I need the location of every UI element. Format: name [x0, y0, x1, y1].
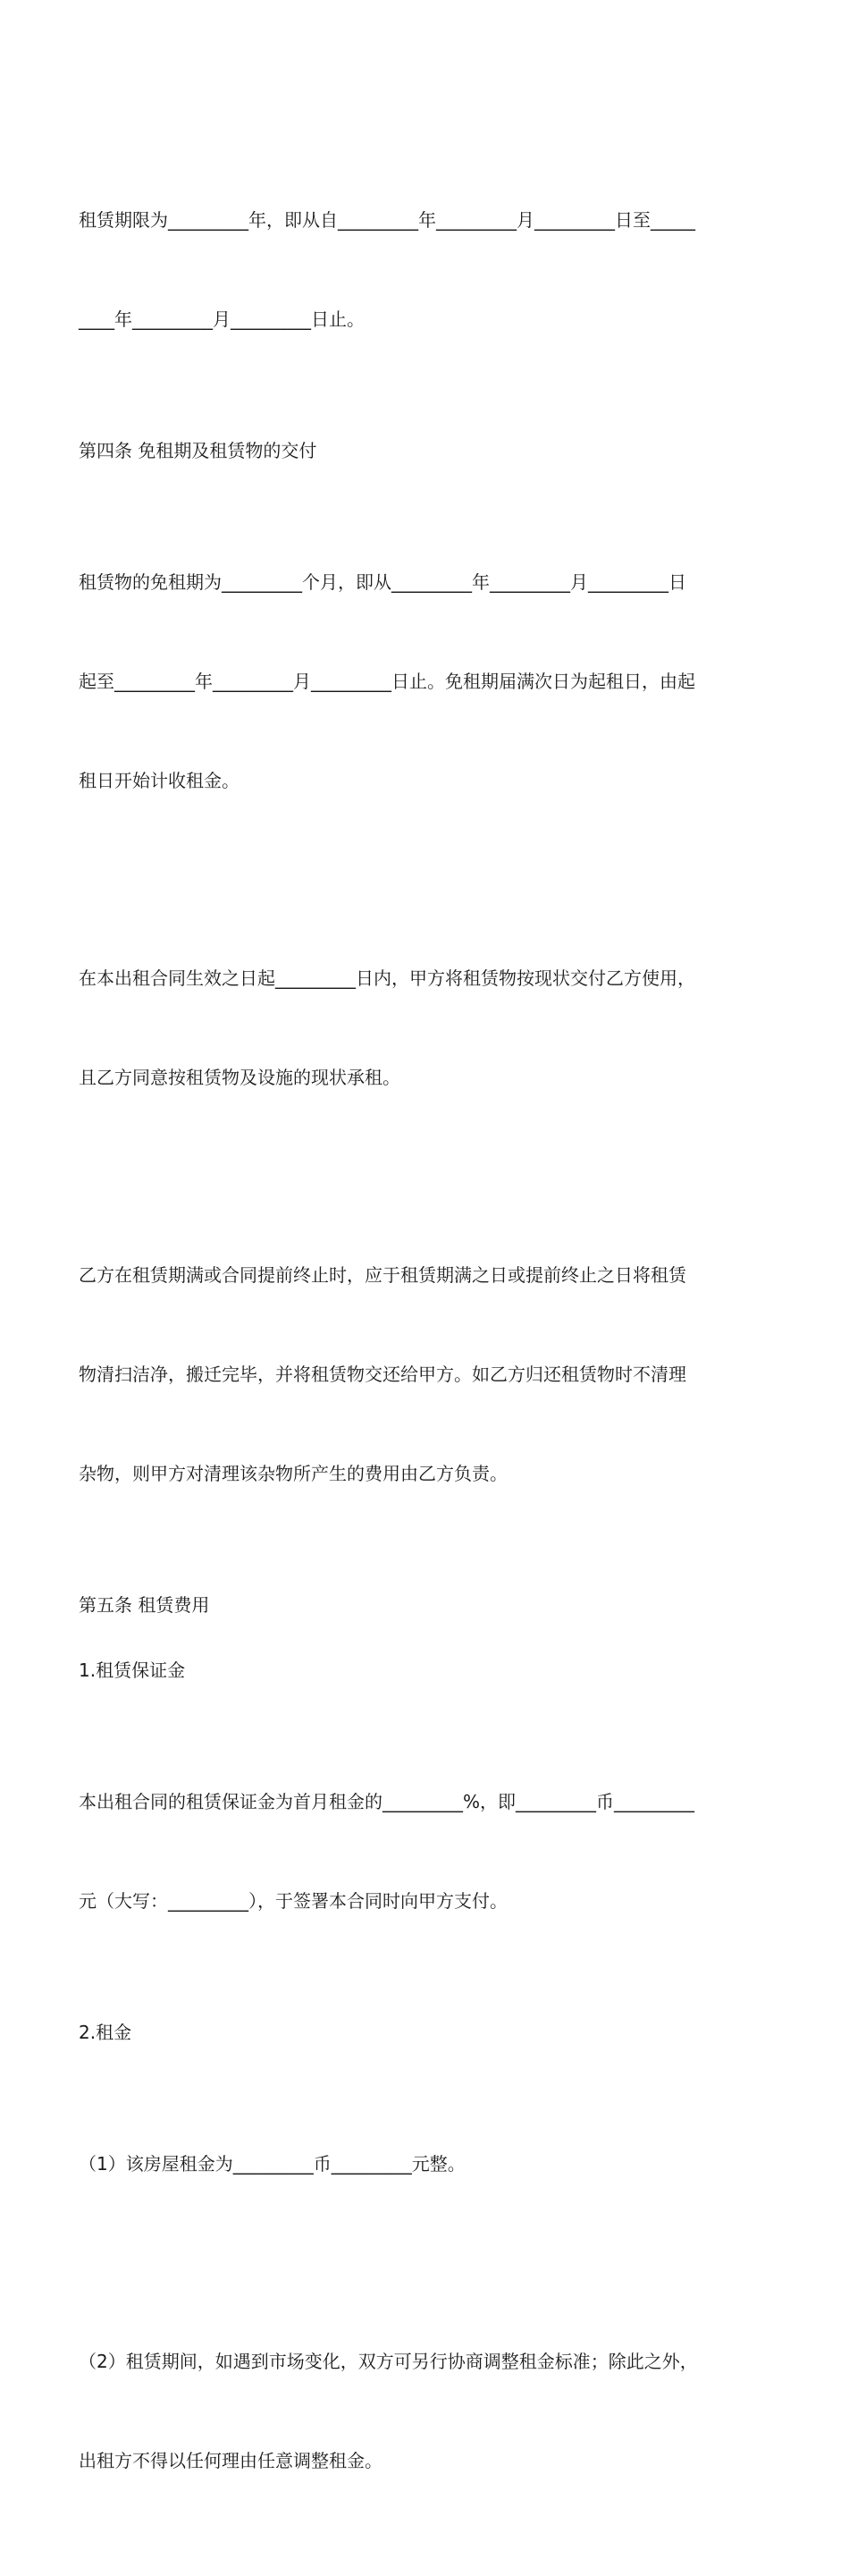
text-line: 起至_________年_________月_________日止。免租期届满次日为起租日，由起 — [79, 671, 695, 692]
text-line: 本出租合同的租赁保证金为首月租金的_________%，即_________币_________ — [79, 1791, 695, 1812]
rent-free-period-paragraph — [79, 500, 772, 864]
text-line: 租日开始计收租金。 — [79, 770, 240, 791]
text-line: 租赁期限为_________年，即从自_________年_________月_________日至_____ — [79, 209, 695, 231]
text-line: 物清扫洁净，搬迁完毕，并将租赁物交还给甲方。如乙方归还租赁物时不清理 — [79, 1364, 686, 1385]
deposit-paragraph — [79, 1719, 772, 1984]
text-line: 元（大写：_________），于签署本合同时向甲方支付。 — [79, 1890, 508, 1912]
return-paragraph — [79, 1193, 772, 1557]
document-page — [79, 138, 772, 2576]
delivery-paragraph — [79, 896, 772, 1161]
text-line: 出租方不得以任何理由任意调整租金。 — [79, 2450, 382, 2471]
article-5-heading: 第五条 租赁费用 — [79, 1594, 210, 1616]
lease-term-paragraph — [79, 138, 772, 402]
rent-subheading: 2.租金 — [79, 2022, 132, 2043]
article-4-heading: 第四条 免租期及租赁物的交付 — [79, 440, 317, 461]
text-line: 租赁物的免租期为_________个月，即从_________年_________月_________日 — [79, 571, 686, 593]
deposit-subheading: 1.租赁保证金 — [79, 1660, 186, 1681]
rent-amount-paragraph — [79, 2082, 772, 2247]
rent-adjustment-paragraph — [79, 2279, 772, 2544]
text-line: 乙方在租赁期满或合同提前终止时，应于租赁期满之日或提前终止之日将租赁 — [79, 1264, 686, 1286]
text-line: （1）该房屋租金为_________币_________元整。 — [79, 2153, 466, 2175]
text-line: ____年_________月_________日止。 — [79, 308, 365, 330]
text-line: （2）租赁期间，如遇到市场变化，双方可另行协商调整租金标准；除此之外， — [79, 2351, 698, 2372]
text-line: 且乙方同意按租赁物及设施的现状承租。 — [79, 1067, 400, 1088]
text-line: 杂物，则甲方对清理该杂物所产生的费用由乙方负责。 — [79, 1463, 508, 1484]
text-line: 在本出租合同生效之日起_________日内，甲方将租赁物按现状交付乙方使用， — [79, 967, 695, 989]
